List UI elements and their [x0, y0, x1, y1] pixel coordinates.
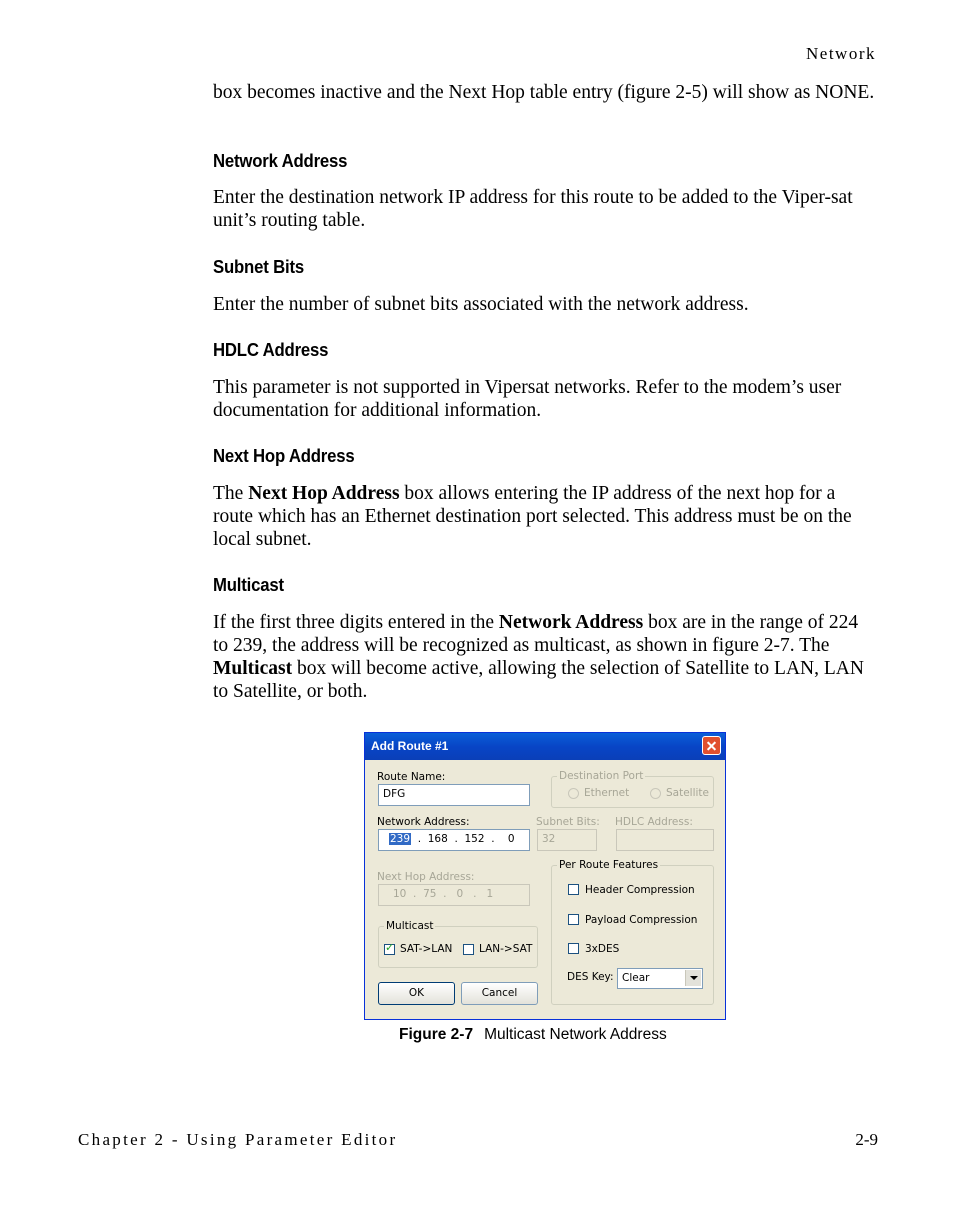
ok-button[interactable]: OK [378, 982, 455, 1005]
hdlc-address-label: HDLC Address: [615, 816, 693, 828]
running-header: Network [806, 44, 876, 63]
dialog-title: Add Route #1 [371, 739, 449, 753]
header-compression-label: Header Compression [585, 884, 695, 896]
route-name-input[interactable]: DFG [378, 784, 530, 806]
footer-page-number: 2-9 [855, 1130, 878, 1149]
next-hop-octet-4: 1 [486, 888, 494, 900]
hdlc-address-paragraph: This parameter is not supported in Vipersat networks. Refer to the modem’s user documentation for additional information. [213, 377, 842, 421]
multicast-label: Multicast [386, 920, 434, 932]
ip-octet-3: 152 [464, 833, 485, 845]
footer-chapter: Chapter 2 - Using Parameter Editor [78, 1130, 398, 1149]
lan-to-sat-label: LAN->SAT [479, 943, 533, 955]
next-hop-octet-3: 0 [456, 888, 464, 900]
next-hop-octet-2: 75 [423, 888, 437, 900]
next-hop-octet-1: 10 [393, 888, 407, 900]
subnet-bits-paragraph: Enter the number of subnet bits associated with the network address. [213, 294, 749, 315]
des-key-value: Clear [622, 972, 650, 984]
satellite-radio[interactable] [650, 788, 661, 799]
ip-octet-2: 168 [427, 833, 448, 845]
des-key-label: DES Key: [567, 971, 614, 983]
add-route-dialog [364, 732, 726, 1020]
per-route-features-label: Per Route Features [559, 859, 659, 871]
heading-subnet-bits: Subnet Bits [213, 257, 304, 277]
sat-to-lan-checkbox[interactable] [384, 944, 395, 955]
heading-network-address: Network Address [213, 151, 348, 171]
des-key-select[interactable] [617, 968, 703, 989]
intro-paragraph: box becomes inactive and the Next Hop table entry (figure 2-5) will show as NONE. [213, 82, 875, 103]
figure-caption-text: Multicast Network Address [484, 1026, 667, 1043]
ethernet-radio[interactable] [568, 788, 579, 799]
figure-caption [399, 1026, 667, 1044]
payload-compression-label: Payload Compression [585, 914, 698, 926]
payload-compression-checkbox[interactable] [568, 914, 579, 925]
network-address-input[interactable]: 239 . 168 . 152 . 0 [378, 829, 530, 851]
3xdes-label: 3xDES [585, 943, 620, 955]
hdlc-address-input[interactable] [616, 829, 714, 851]
subnet-bits-label: Subnet Bits: [536, 816, 600, 828]
network-address-paragraph: Enter the destination network IP address for this route to be added to the Viper-sat unit’s routing table. [213, 187, 853, 231]
network-address-label: Network Address: [377, 816, 470, 828]
close-icon[interactable] [702, 736, 721, 755]
cancel-button[interactable]: Cancel [461, 982, 538, 1005]
ip-octet-1: 239 [390, 833, 411, 845]
ethernet-label: Ethernet [584, 787, 630, 799]
sat-to-lan-label: SAT->LAN [400, 943, 453, 955]
ip-octet-4: 0 [507, 833, 515, 845]
heading-next-hop-address: Next Hop Address [213, 446, 355, 466]
satellite-label: Satellite [666, 787, 710, 799]
chevron-down-icon[interactable] [685, 970, 701, 986]
3xdes-checkbox[interactable] [568, 943, 579, 954]
multicast-paragraph: If the first three digits entered in the Network Address box are in the range of 224 to 239, the address will be recognized as multicast, as shown in figure 2-7. The Multicast box will become active, allowing the selection of Satellite to LAN, LAN to Satellite, or both. [213, 612, 864, 702]
route-name-label: Route Name: [377, 771, 446, 783]
next-hop-address-input[interactable]: 10 . 75 . 0 . 1 [378, 884, 530, 906]
header-compression-checkbox[interactable] [568, 884, 579, 895]
lan-to-sat-checkbox[interactable] [463, 944, 474, 955]
heading-multicast: Multicast [213, 575, 284, 595]
next-hop-address-label: Next Hop Address: [377, 871, 475, 883]
next-hop-paragraph: The Next Hop Address box allows entering the IP address of the next hop for a route which has an Ethernet destination port selected. This address must be on the local subnet. [213, 483, 852, 550]
figure-number: Figure 2-7 [399, 1026, 474, 1043]
heading-hdlc-address: HDLC Address [213, 340, 329, 360]
dialog-titlebar[interactable] [365, 733, 725, 760]
destination-port-label: Destination Port [559, 770, 644, 782]
subnet-bits-input[interactable]: 32 [537, 829, 597, 851]
